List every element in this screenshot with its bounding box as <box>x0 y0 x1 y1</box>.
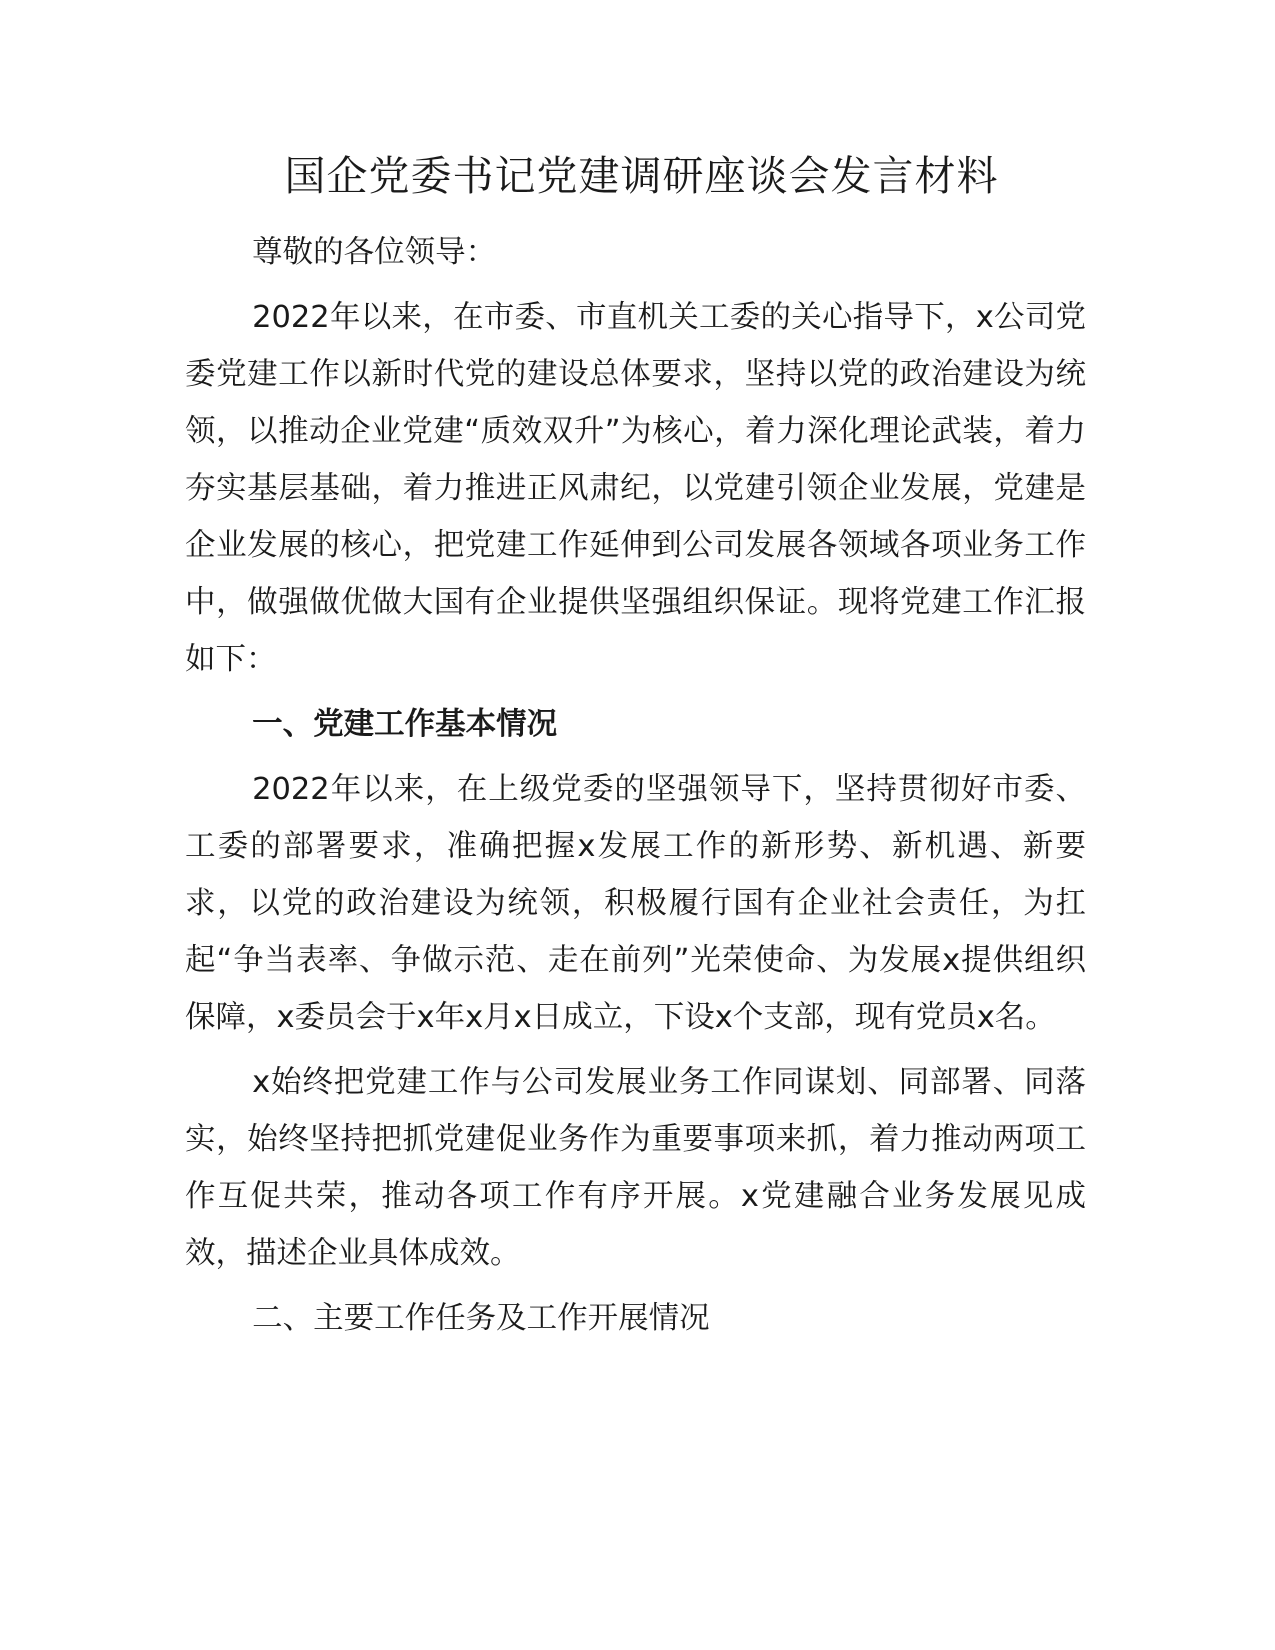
section-heading-1: 一、党建工作基本情况 <box>252 707 558 742</box>
document-title: 国企党委书记党建调研座谈会发言材料 <box>284 152 999 200</box>
section-heading-2: 二、主要工作任务及工作开展情况 <box>252 1301 710 1336</box>
body-paragraph: x始终把党建工作与公司发展业务工作同谋划、同部署、同落实，始终坚持把抓党建促业务作为重要事项来抓，着力推动两项工作互促共荣，推动各项工作有序开展。x党建融合业务发展见成效，描述企业具体成效。 <box>185 1065 1086 1271</box>
body-paragraph: 2022年以来，在上级党委的坚强领导下，坚持贯彻好市委、工委的部署要求，准确把握x发展工作的新形势、新机遇、新要求，以党的政治建设为统领，积极履行国有企业社会责任，为扛起“争当表率、争做示范、走在前列”光荣使命、为发展x提供组织保障，x委员会于x年x月x日成立，下设x个支部，现有党员x名。 <box>185 772 1086 1035</box>
intro-paragraph: 2022年以来，在市委、市直机关工委的关心指导下，x公司党委党建工作以新时代党的建设总体要求，坚持以党的政治建设为统领，以推动企业党建“质效双升”为核心，着力深化理论武装，着力夯实基层基础，着力推进正风肃纪，以党建引领企业发展，党建是企业发展的核心，把党建工作延伸到公司发展各领域各项业务工作中，做强做优做大国有企业提供坚强组织保证。现将党建工作汇报如下： <box>185 300 1086 677</box>
document-body <box>185 224 1086 1355</box>
salutation: 尊敬的各位领导： <box>252 235 497 270</box>
